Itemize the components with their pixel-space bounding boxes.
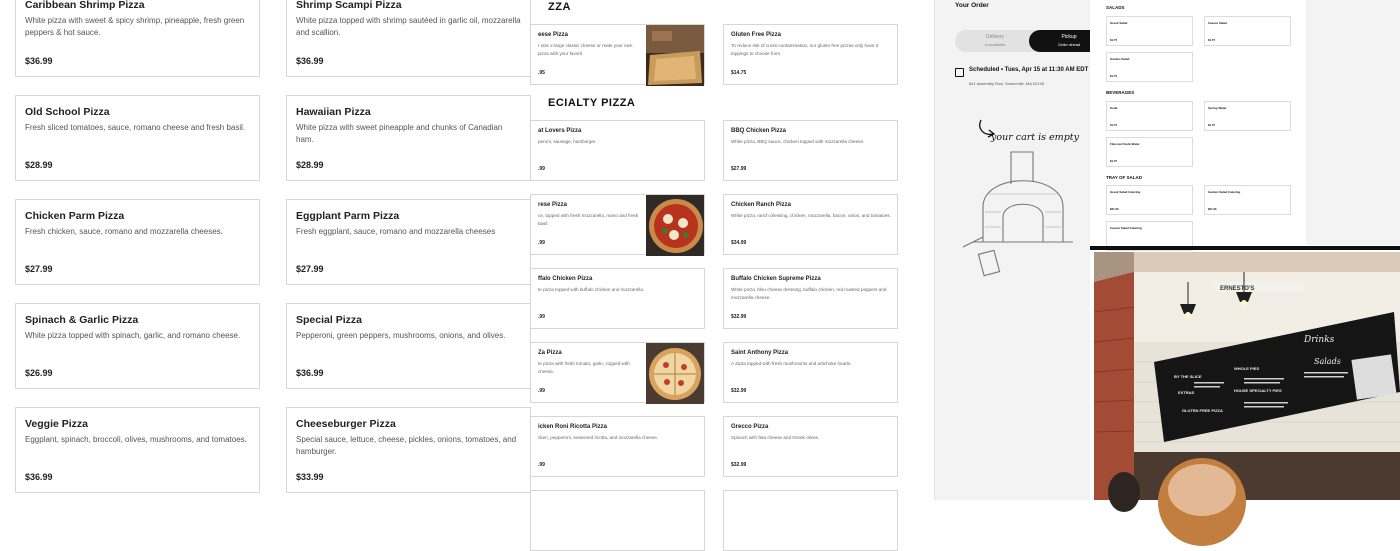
menu-item-desc: White pizza topped with shrimp sautéed in garlic oil, mozzarella and scallion.	[296, 16, 521, 37]
menu-card[interactable]	[15, 407, 260, 493]
board-heading: WHOLE PIES	[1234, 366, 1260, 371]
menu-item-price: $27.99	[731, 166, 747, 172]
delivery-sub: Unavailable	[984, 42, 1006, 47]
section-heading-specialty: ECIALTY PIZZA	[548, 97, 636, 109]
menu-item-price: $28.99	[25, 160, 53, 170]
menu-item-name: eese Pizza	[538, 32, 569, 38]
menu-overview-sheet	[1094, 0, 1306, 245]
pizza-box-photo	[646, 25, 704, 86]
menu-card[interactable]	[530, 24, 705, 85]
menu-item-desc: Fresh eggplant, sauce, romano and mozzarella cheeses	[296, 227, 496, 236]
menu-item-desc: White pizza, BBQ sauce, chicken topped with mozzarella cheese.	[731, 139, 865, 144]
menu-card[interactable]	[723, 268, 898, 329]
zoomed-menu-panel	[0, 0, 540, 500]
menu-card[interactable]	[15, 303, 260, 389]
menu-item-desc: White pizza with sweet & spicy shrimp, pineapple, fresh green peppers & hot sauce.	[25, 16, 245, 37]
menu-item-price: .99	[538, 388, 545, 394]
menu-item-price: $36.99	[296, 56, 324, 66]
menu-card[interactable]	[286, 303, 531, 389]
menu-item-desc: A ZaZa topped with fresh mushrooms and artichoke hearts.	[731, 361, 852, 366]
menu-card[interactable]	[723, 120, 898, 181]
board-drinks: Drinks	[1304, 335, 1335, 345]
menu-card[interactable]	[530, 416, 705, 477]
menu-item-name: Cheeseburger Pizza	[296, 418, 396, 430]
order-sidebar	[934, 0, 1090, 500]
mini-item-price: $1.75	[1208, 123, 1215, 127]
menu-item-name: BBQ Chicken Pizza	[731, 128, 787, 134]
menu-item-name: Special Pizza	[296, 314, 362, 326]
menu-card[interactable]	[530, 342, 705, 403]
menu-item-name: Grecco Pizza	[731, 424, 769, 430]
menu-item-desc: Fresh chicken, sauce, romano and mozzarella cheeses.	[25, 227, 223, 236]
board-heading: EXTRAS	[1178, 390, 1195, 395]
menu-item-desc: te pizza with fresh tomato, garlic, topped with cheese.	[538, 361, 630, 374]
menu-item-name: at Lovers Pizza	[538, 128, 582, 134]
menu-item-desc: r size x-large classic cheese or reate your own pizza with your favorit	[538, 43, 633, 56]
menu-item-desc: peroni, sausage, hamburger.	[538, 139, 597, 144]
pickup-sub: Order ahead	[1057, 42, 1081, 47]
menu-card[interactable]	[723, 342, 898, 403]
menu-item-name: Gluten Free Pizza	[731, 32, 782, 38]
mini-card[interactable]	[1106, 185, 1193, 215]
menu-item-name: Saint Anthony Pizza	[731, 350, 789, 356]
menu-item-price: $32.99	[731, 314, 747, 320]
menu-item-name: ffalo Chicken Pizza	[538, 276, 593, 282]
menu-item-price: .95	[538, 70, 545, 76]
menu-item-name: Spinach & Garlic Pizza	[25, 314, 139, 326]
mini-item-name: Greek Salad	[1110, 21, 1128, 25]
menu-item-desc: White pizza with sweet pineapple and chunks of Canadian ham.	[296, 123, 503, 144]
board-heading: HOUSE SPECIALTY PIES	[1234, 388, 1282, 393]
menu-item-desc: White pizza, ranch dressing, chicken, mozzarella, bacon, onion, and tomatoes.	[731, 213, 891, 218]
menu-item-price: $33.99	[296, 472, 324, 482]
menu-item-price: .99	[538, 314, 545, 320]
mini-card[interactable]	[1204, 101, 1291, 131]
section-heading-tray: TRAY OF SALAD	[1106, 175, 1143, 180]
menu-item-price: $26.99	[25, 368, 53, 378]
menu-card[interactable]	[723, 194, 898, 255]
menu-item-price: $14.75	[731, 70, 747, 76]
menu-item-name: Chicken Parm Pizza	[25, 210, 125, 222]
menu-card[interactable]	[530, 120, 705, 181]
menu-item-desc: Fresh sliced tomatoes, sauce, romano cheese and fresh basil.	[25, 123, 246, 132]
order-title: Your Order	[955, 2, 989, 9]
mini-item-price: $1.75	[1110, 74, 1117, 78]
menu-card[interactable]	[15, 0, 260, 77]
pizza-photo	[646, 343, 704, 404]
empty-cart-oven-icon	[963, 112, 1093, 282]
overview-sidebar	[1306, 0, 1400, 245]
menu-card[interactable]	[723, 24, 898, 85]
menu-item-name: Shrimp Scampi Pizza	[296, 0, 402, 11]
menu-item-desc: Special sauce, lettuce, cheese, pickles, onions, tomatoes, and hamburger.	[296, 435, 517, 456]
menu-item-desc: Eggplant, spinach, broccoli, olives, mushrooms, and tomatoes.	[25, 435, 247, 444]
menu-item-name: Eggplant Parm Pizza	[296, 210, 400, 222]
mini-item-price: $1.75	[1110, 123, 1117, 127]
menu-item-price: $28.99	[296, 160, 324, 170]
overview-panel	[1090, 0, 1400, 500]
board-heading: GLUTEN FREE PIZZA	[1182, 408, 1223, 413]
mini-item-price: $31.95	[1110, 207, 1119, 211]
section-heading-pizza: ZZA	[548, 1, 571, 13]
menu-card[interactable]	[15, 95, 260, 181]
mini-card[interactable]	[1106, 52, 1193, 82]
menu-item-name: Buffalo Chicken Supreme Pizza	[731, 276, 821, 282]
board-heading: BY THE SLICE	[1174, 374, 1202, 379]
page-menu-panel	[540, 0, 934, 500]
menu-item-name: Za Pizza	[538, 350, 562, 356]
mini-item-name: Garden Salad Catering	[1208, 190, 1241, 194]
delivery-option[interactable]	[955, 30, 1035, 52]
calendar-icon	[955, 68, 964, 77]
menu-item-desc: To reduce risk of cross-contamination, our gluten free pizzas only have 3 toppings to choose from.	[731, 43, 879, 56]
menu-item-price: $36.99	[296, 368, 324, 378]
divider	[1090, 246, 1400, 250]
menu-card[interactable]	[530, 490, 705, 551]
empty-cart-text: your cart is empty	[991, 132, 1079, 143]
mini-card[interactable]	[1106, 101, 1193, 131]
menu-card[interactable]	[286, 0, 531, 77]
menu-item-name: Hawaiian Pizza	[296, 106, 371, 118]
menu-item-price: $32.99	[731, 462, 747, 468]
pizza-photo	[646, 195, 704, 256]
menu-item-desc: cken, pepperoni, seasoned ricotta, and mozzarella cheese.	[538, 435, 659, 440]
menu-item-price: $27.99	[296, 264, 324, 274]
mini-item-name: Caesar Salad Catering	[1110, 226, 1142, 230]
mini-item-name: Spring Water	[1208, 106, 1227, 110]
menu-item-price: $27.99	[25, 264, 53, 274]
mini-item-name: Caesar Salad	[1208, 21, 1227, 25]
menu-item-desc: White pizza topped with spinach, garlic, and romano cheese.	[25, 331, 241, 340]
mini-card[interactable]	[1204, 16, 1291, 46]
section-heading-beverages: BEVERAGES	[1106, 90, 1135, 95]
menu-item-desc: Pepperoni, green peppers, mushrooms, onions, and olives.	[296, 331, 506, 340]
menu-item-price: $36.99	[25, 472, 53, 482]
restaurant-photo	[1094, 252, 1400, 500]
menu-item-price: $32.99	[731, 388, 747, 394]
menu-item-desc: Spinach with feta cheese and Greek olives.	[731, 435, 820, 440]
mini-item-name: Garden Salad	[1110, 57, 1130, 61]
mini-item-price: $31.95	[1208, 207, 1217, 211]
mini-item-name: Soda	[1110, 106, 1118, 110]
mini-item-name: Greek Salad Catering	[1110, 190, 1141, 194]
menu-item-desc: White pizza, bleu cheese dressing, buffalo chicken, red roasted peppers and mozzarella cheese.	[731, 287, 887, 300]
menu-item-price: .99	[538, 166, 545, 172]
section-heading-salads: SALADS	[1106, 5, 1125, 10]
mini-item-price: $1.75	[1110, 159, 1117, 163]
menu-item-price: .99	[538, 240, 545, 246]
mini-item-price: $1.75	[1208, 38, 1215, 42]
restaurant-interior-illustration	[1094, 252, 1400, 500]
menu-item-desc: ce, topped with fresh mozzarella, mano and fresh basil.	[538, 213, 639, 226]
menu-item-name: Veggie Pizza	[25, 418, 89, 430]
schedule-text: Scheduled • Tues, Apr 15 at 11:30 AM EDT	[969, 67, 1089, 73]
menu-card[interactable]	[286, 407, 531, 493]
mini-card[interactable]	[1106, 137, 1193, 167]
menu-item-desc: te pizza topped with buffalo chicken and mozzarella.	[538, 287, 645, 292]
menu-card[interactable]	[286, 95, 531, 181]
menu-card[interactable]	[723, 490, 898, 551]
menu-item-price: $34.99	[731, 240, 747, 246]
mini-item-name: Flavored Soda Water	[1110, 142, 1140, 146]
menu-item-name: rese Pizza	[538, 202, 568, 208]
menu-card[interactable]	[723, 416, 898, 477]
pickup-label: Pickup	[1061, 34, 1077, 40]
menu-card[interactable]	[286, 199, 531, 285]
menu-item-name: icken Roni Ricotta Pizza	[538, 424, 608, 430]
mini-item-price: $1.75	[1110, 38, 1117, 42]
menu-card[interactable]	[530, 194, 705, 255]
mini-card[interactable]	[1204, 185, 1291, 215]
menu-item-name: Old School Pizza	[25, 106, 110, 118]
mini-card[interactable]	[1106, 16, 1193, 46]
menu-item-price: .99	[538, 462, 545, 468]
board-salads: Salads	[1314, 357, 1341, 366]
delivery-label: Delivery	[985, 34, 1005, 40]
menu-item-price: $36.99	[25, 56, 53, 66]
menu-card[interactable]	[530, 268, 705, 329]
menu-item-name: Caribbean Shrimp Pizza	[25, 0, 145, 11]
sign-name: ERNESTO'S	[1220, 286, 1255, 292]
pickup-address: 841 Assembly Row, Somerville, MA 02145	[969, 81, 1044, 86]
menu-card[interactable]	[15, 199, 260, 285]
menu-item-name: Chicken Ranch Pizza	[731, 202, 792, 208]
